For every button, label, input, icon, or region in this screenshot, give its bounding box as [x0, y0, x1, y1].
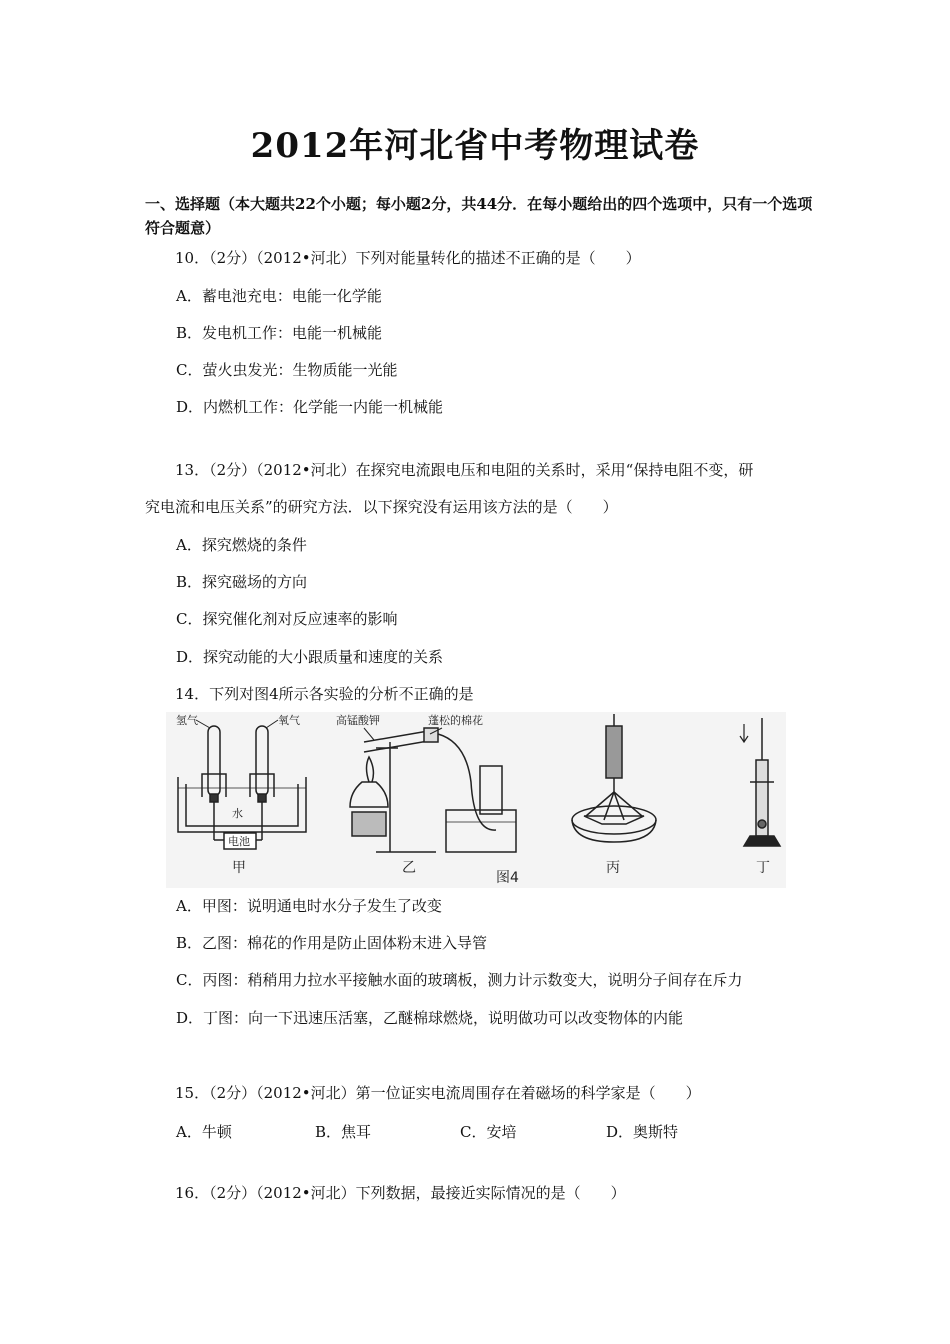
- figure-4: [166, 712, 786, 888]
- ding-label: 丁: [756, 860, 770, 876]
- question-16-stem: 16．（2分）（2012•河北）下列数据，最接近实际情况的是（ ）: [175, 1184, 626, 1202]
- question-13-stem-line1: 13．（2分）（2012•河北）在探究电流跟电压和电阻的关系时，采用“保持电阻不变，研: [175, 461, 754, 479]
- question-15-option-a: A．牛顿: [176, 1123, 232, 1141]
- question-13-option-c: C．探究催化剂对反应速率的影响: [176, 610, 398, 628]
- jia-left-gas-label: 氢气: [176, 714, 198, 727]
- question-10-option-a: A．蓄电池充电：电能一化学能: [176, 287, 382, 305]
- question-10-option-c: C．萤火虫发光：生物质能一光能: [176, 361, 398, 379]
- question-13-stem-line2: 究电流和电压关系”的研究方法．以下探究没有运用该方法的是（ ）: [145, 498, 618, 516]
- question-15-option-b: B．焦耳: [315, 1123, 372, 1141]
- figure-4-drawing: [166, 712, 786, 888]
- question-15-stem: 15．（2分）（2012•河北）第一位证实电流周围存在着磁场的科学家是（ ）: [175, 1084, 701, 1102]
- question-14-option-c: C．丙图：稍稍用力拉水平接触水面的玻璃板，测力计示数变大，说明分子间存在斥力: [176, 971, 743, 989]
- question-14-stem: 14．下列对图4所示各实验的分析不正确的是: [175, 685, 474, 703]
- question-13-option-b: B．探究磁场的方向: [176, 573, 308, 591]
- jia-label: 甲: [232, 860, 246, 876]
- question-15-option-d: D．奥斯特: [606, 1123, 679, 1141]
- question-14-option-a: A．甲图：说明通电时水分子发生了改变: [176, 897, 442, 915]
- yi-label: 乙: [402, 860, 416, 876]
- question-13-option-a: A．探究燃烧的条件: [176, 536, 307, 554]
- question-13-option-d: D．探究动能的大小跟质量和速度的关系: [176, 648, 444, 666]
- yi-cotton-label: 蓬松的棉花: [428, 714, 483, 727]
- jia-water-label: 水: [232, 807, 243, 820]
- question-10-option-b: B．发电机工作：电能一机械能: [176, 324, 383, 342]
- question-14-option-d: D．丁图：向一下迅速压活塞，乙醚棉球燃烧，说明做功可以改变物体的内能: [176, 1009, 684, 1027]
- section-header: 一、选择题（本大题共22个小题；每小题2分，共44分．在每小题给出的四个选项中，只有一个选项符合题意）: [145, 195, 813, 237]
- page-title: 2012年河北省中考物理试卷: [250, 126, 700, 166]
- jia-right-gas-label: 氧气: [278, 714, 300, 727]
- question-14-option-b: B．乙图：棉花的作用是防止固体粉末进入导管: [176, 934, 488, 952]
- figure-caption: 图4: [496, 870, 519, 886]
- yi-reagent-label: 高锰酸钾: [336, 714, 380, 727]
- bing-label: 丙: [606, 860, 620, 876]
- question-15-option-c: C．安培: [460, 1123, 517, 1141]
- question-10-option-d: D．内燃机工作：化学能一内能一机械能: [176, 398, 444, 416]
- jia-battery-label: 电池: [228, 835, 250, 848]
- question-10-stem: 10．（2分）（2012•河北）下列对能量转化的描述不正确的是（ ）: [175, 249, 641, 267]
